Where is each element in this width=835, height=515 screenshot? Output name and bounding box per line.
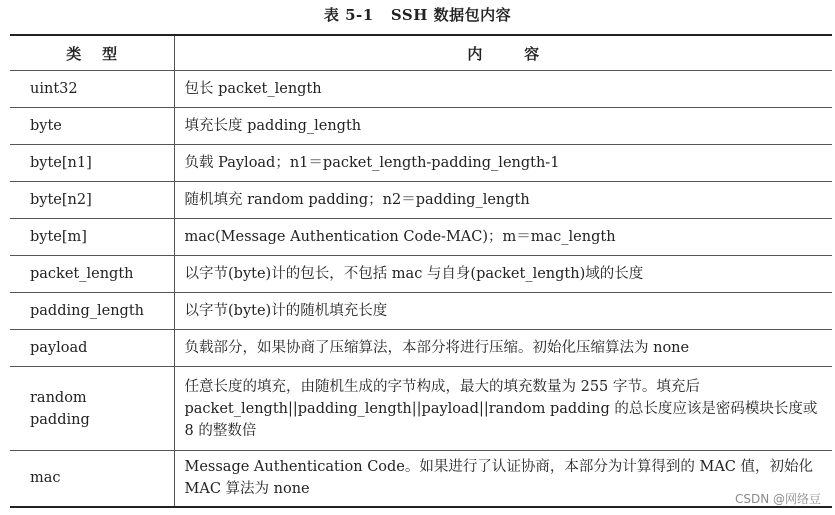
cell-type: byte xyxy=(10,108,174,145)
cell-type: random padding xyxy=(10,367,174,451)
cell-content: 以字节(byte)计的包长，不包括 mac 与自身(packet_length)域的长度 xyxy=(174,256,832,293)
cell-type: byte[m] xyxy=(10,219,174,256)
cell-type: byte[n2] xyxy=(10,182,174,219)
table-row xyxy=(10,293,832,330)
table-header-row xyxy=(10,35,832,71)
table-row xyxy=(10,451,832,507)
cell-type: payload xyxy=(10,330,174,367)
cell-content: 包长 packet_length xyxy=(174,71,832,108)
ssh-packet-table xyxy=(10,34,832,508)
cell-content: 负载部分，如果协商了压缩算法，本部分将进行压缩。初始化压缩算法为 none xyxy=(174,330,832,367)
cell-type: byte[n1] xyxy=(10,145,174,182)
cell-content: 填充长度 padding_length xyxy=(174,108,832,145)
cell-content: Message Authentication Code。如果进行了认证协商，本部分为计算得到的 MAC 值，初始化 MAC 算法为 none xyxy=(174,451,832,507)
cell-type: uint32 xyxy=(10,71,174,108)
cell-content: 负载 Payload；n1＝packet_length-padding_length-1 xyxy=(174,145,832,182)
table-row xyxy=(10,367,832,451)
cell-content: 以字节(byte)计的随机填充长度 xyxy=(174,293,832,330)
table-row xyxy=(10,182,832,219)
cell-type: mac xyxy=(10,451,174,507)
table-row xyxy=(10,256,832,293)
watermark: CSDN @网络豆 xyxy=(734,492,821,506)
cell-content: mac(Message Authentication Code-MAC)；m＝mac_length xyxy=(174,219,832,256)
table-row xyxy=(10,108,832,145)
cell-content: 随机填充 random padding；n2＝padding_length xyxy=(174,182,832,219)
cell-type: padding_length xyxy=(10,293,174,330)
table-caption: 表 5-1 SSH 数据包内容 xyxy=(323,6,512,24)
header-type: 类 型 xyxy=(10,35,174,71)
cell-type: packet_length xyxy=(10,256,174,293)
table-row xyxy=(10,71,832,108)
table-row xyxy=(10,219,832,256)
header-content: 内 容 xyxy=(174,35,832,71)
cell-content: 任意长度的填充，由随机生成的字节构成，最大的填充数量为 255 字节。填充后 packet_length||padding_length||payload||random padding 的总长度应该是密码模块长度或 8 的整数倍 xyxy=(174,367,832,451)
table-row xyxy=(10,330,832,367)
table-row xyxy=(10,145,832,182)
